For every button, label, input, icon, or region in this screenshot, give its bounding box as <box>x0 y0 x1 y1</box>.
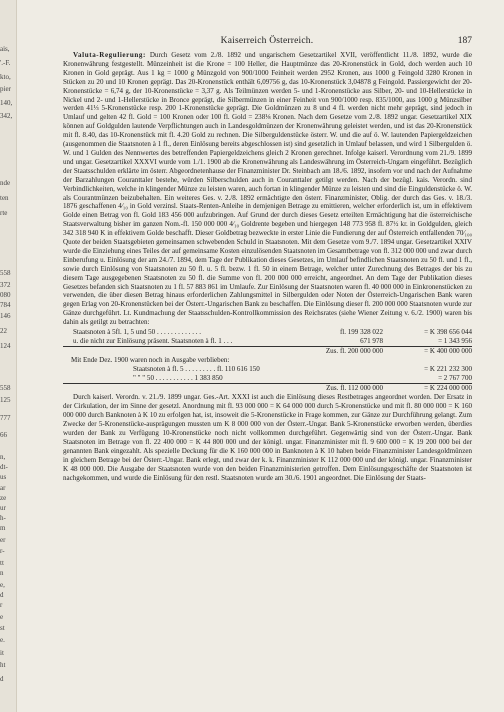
margin-fragment: tt <box>0 560 4 567</box>
margin-fragment: rte <box>0 210 8 217</box>
margin-fragment: e, <box>0 582 5 589</box>
page-number: 187 <box>457 36 472 46</box>
margin-fragment: ten <box>0 195 9 202</box>
row-label: Staatsnoten à fl. 5 . . . . . . . . . fl. 110 616 150 <box>133 364 260 373</box>
table-row <box>63 356 472 365</box>
margin-fragment: kto, <box>0 74 11 81</box>
margin-fragment: 22 <box>0 328 7 335</box>
row-label: u. die nicht zur Einlösung präsent. Staatsnoten à fl. 1 . . . <box>73 337 233 345</box>
margin-fragment: 140, <box>0 100 13 107</box>
row-kronen: = 2 767 700 <box>438 373 472 382</box>
margin-fragment: 125 <box>0 397 11 404</box>
margin-fragment: er <box>0 537 6 544</box>
margin-fragment: pier <box>0 86 11 93</box>
row-label <box>63 384 273 393</box>
margin-fragment: h- <box>0 515 6 522</box>
page-header <box>62 36 472 48</box>
margin-fragment: r- <box>0 548 5 555</box>
margin-fragment: ur <box>0 505 6 512</box>
margin-fragment: 146 <box>0 313 11 320</box>
margin-fragment: '.-F. <box>0 60 11 67</box>
paragraph-text: Durch Gesetz vom 2./8. 1892 und ungarischem Gesetzartikel XVII, veröffentlicht 11./8. 1892, wurde die Kronenwährung festgestellt. Münzeinheit ist die Krone = 100 Heller, die Hauptmünze das 20-Kronenstück in Gold, doch werden auch 10 Kronen in Gold geprägt. Aus 1 kg = 1000 g Münzgold von 900/1000 Feinheit werden 2952 Kronen, aus 1000 g Feingold 3280 Kronen in Stücken zu 20 und 10 Kronen geprägt. Das 20-Kronenstück enthält 6,09756 g, das 10-Kronenstück 3,04878 g Feingold. Passiergewicht der 20-Kronenstücke = 6,74 g, der 10-Kronenstücke = 3,37 g. Als Teilmünzen werden 5- und 1-Kronenstücke aus Silber, 20- und 10-Hellerstücke in Nickel und 2- und 1-Hellerstücke in Bronce geprägt, die Silbermünzen in einer Feinheit von 900/1000 resp. 835/1000, aus 1000 g Münzsilber werden 41⅓ 5-Kronenstücke resp. 200 1-Kronenstücke geprägt. Die Goldmünzen zu 8 und 4 fl. werden nicht mehr geprägt, sind jedoch in Umlauf und gelten 42 fl. Gold = 100 Kronen oder 100 fl. Gold = 238⅛ Kronen. Nach dem Gesetze vom 2./8. 1892 ungar. Gesetzartikel XIX können auf Goldgulden lautende Verpflichtungen auch in Landesgoldmünzen der Kronenwährung geleistet werden, und ist das 20-Kronenstück mit fl. 8.40, das 10-Kronenstück mit fl. 4.20 Gold zu rechnen. Die Silberguldenstücke österr. W. und die auf ö. W. lautenden Papiergeldzeichen (ausgenommen die Staatsnoten à 1 fl., deren Einlösung bereits abgeschlossen ist) sind gesetzlich in Umlauf belassen, und wird 1 Silbergulden ö. W. und 1 Gulden des Nennwertes des betreffenden Papiergeldzeichens gleich 2 Kronen gerechnet. Infolge kaiserl. Verordnung vom 21./9. 1899 und ungar. Gesetzartikel XXXVI wurde vom 1./1. 1900 ab die Kronenwährung als Landeswährung im Österreich-Ungarn eingeführt. Bezüglich der Staatsschulden erklärte im österr. Abgeordnetenhause der Finanzminister Dr. Steinbach am 18./6. 1892, insofern vor und nach der Aufnahme der Barzahlungen Couranttaler bestehe, würden Silberschulden auch in Couranttaler getilgt werden. Nach der bezügl. kais. Verordn. sind Verbindlichkeiten, welche in klingender Münze zu leisten waren, auch fortan in klingender Münze zu leisten und sind die Einguldenstücke ö. W. als Courantmünzen beizubehalten. Ein weiteres Ges. v. 2./8. 1892 ermächtigte den österr. Finanzminister, Oblig. der durch das Ges. v. 18./3. 1876 geschaffenen 4⁄₁₀ in Gold verzinsl. Staats-Renten-Anleihe in demjenigen Betrage zu emittieren, welcher erforderlich ist, um in effektivem Golde einen Betrag von fl. Gold 183 456 000 aufzubringen. Auf Grund der durch dieses Gesetz erteilten Ermächtigung hat die österreichische Staatsverwaltung bisher im ganzen Nom.-fl. 150 000 000 4⁄₁₀ Goldrente begeben und hiergegen 148 773 958 fl. 87½ kr. in Goldgulden, gleich 342 318 940 K in effektivem Golde beschafft. Dieser Goldbetrag bezweckte in erster Linie die Fundierung der auf Österreich entfallenden 70⁄₁₀₀ Quote der beiden Staatsgebieten gemeinsamen schwebenden Schuld in Staatsnoten. Mit dem Gesetze vom 9./7. 1894 ungar. Gesetzartikel XXIV wurde die Einziehung eines Teiles der auf gemeinsame Kosten einzulösenden Staatsnoten im Gesamtbetrage von fl. 312 000 000 und zwar durch Einberufung u. Einlösung der am 24./7. 1894, dem Tage der Publikation dieses Gesetzes, im Umlauf befindlichen Staatsnoten zu 50 fl. und 1 fl., sowie durch Einlösung von Staatsnoten zu 50 fl. u. 5 fl. bezw. 1 fl. 50 in einem Betrage, welcher unter Zurechnung des Betrages der bis zu diesem Tage ausgegebenen Staatsnoten zu 50 fl. die Summe von fl. 200 000 000 erreicht, angeordnet. An dem Tage der Publikation dieses Gesetzes befanden sich Staatsnoten zu 1 fl. 57 883 861 im Umlaufe. Zur Einlösung der Staatsnoten waren fl. 40 000 000 in Einkronenstücken zu verwenden, die über diesen Betrag hinaus erforderlichen Zahlungsmittel in Silbergulden oder Noten der Österreich-Ungarischen Bank waren gegen Erlag von 20-Kronenstücken bei der Österr.-Ungarischen Bank zu beschaffen. Die Einlösung dieser fl. 200 000 000 Staatsnoten wurde zur Gänze durchgeführt. Lt. Kundmachung der Staatsschulden-Kontrollkommission des Reichsrates (siehe Wiener Zeitung v. 6./2. 1900) waren bis dahin als getilgt zu betrachten: <box>63 51 472 327</box>
margin-fragment: it <box>0 650 4 657</box>
table-row <box>63 365 472 374</box>
margin-fragment: ais, <box>0 46 10 53</box>
row-label: " " " 50 . . . . . . . . . . . 1 383 850 <box>133 373 223 382</box>
margin-fragment: r <box>0 602 3 609</box>
margin-fragment: dt- <box>0 464 8 471</box>
margin-fragment: st <box>0 625 5 632</box>
notes-table <box>63 328 472 392</box>
row-label: Mit Ende Dez. 1900 waren noch in Ausgabe verblieben: <box>71 355 230 364</box>
row-kronen: = 1 343 956 <box>438 337 472 345</box>
page-body <box>63 51 472 483</box>
table-row <box>63 383 472 393</box>
table-row <box>63 337 472 346</box>
margin-fragment: nde <box>0 180 11 187</box>
row-gulden <box>273 365 383 374</box>
row-kronen: = K 221 232 300 <box>424 364 472 373</box>
margin-fragment: 558 <box>0 270 11 277</box>
left-margin-strip <box>0 0 17 712</box>
row-label <box>63 347 273 356</box>
row-kronen: = K 400 000 000 <box>424 346 472 355</box>
row-kronen: = K 398 656 044 <box>424 328 472 337</box>
margin-fragment: e <box>0 614 4 621</box>
row-gulden: Zus. fl. 112 000 000 <box>326 383 383 392</box>
margin-fragment: 372 <box>0 282 11 289</box>
table-row <box>63 346 472 356</box>
paragraph-closing: Durch kaiserl. Verordn. v. 21./9. 1899 ungar. Ges.-Art. XXXI ist auch die Einlösung dieses Restbetrages angeordnet worden. Der Ersatz in der Cirkulation, der im Sinne der gesetzl. Anordnung mit fl. 93 000 000 = K 64 000 000 durch 5-Kronenstücke und mit fl. 80 000 000 = K 160 000 000 durch Banknoten à K 10 zu erfolgen hat, ist, insoweit die 5-Kronenstücke in Frage kommen, zur Gänze zur Durchführung gelangt. Zum Zwecke der 5-Kronenstücke-ausprägungen mussten um K 8 000 000 von der Österr.-Ungar. Bank 5-Kronenstücke erworben werden, überdies wurden der Bank zu Verfügung 10-Kronenstücke noch nicht vollkommen durchgeführt. Gegenwärtig sind von der Österr.-Ungar. Bank Staatsnoten im Betrage von fl. 22 400 000 = K 44 800 000 und der königl. ungar. Finanzminister mit fl. 9 600 000 = K 19 200 000 bei der genannten Bank eingezahlt. Als spezielle Deckung für die K 160 000 000 in Banknoten à K 10 haben beide Finanzminister Landesgoldmünzen in gleichem Betrage bei der Österr.-Ungar. Bank erlegt, und zwar der k. k. Finanzminister K 112 000 000 und der königl. ungar. Finanzminister K 48 000 000. Die Ausgabe der Staatsnoten wurde von den beiden Finanzministerien getroffen. Dem Einlösungsgeschäfte der Staatsnoten ist nachgekommen, und wurde die Einlösung für den restl. Staatsnoten wurde am 30./6. 1901 angeordnet. Die Einlösung der Staats- <box>63 393 472 482</box>
margin-fragment: 558 <box>0 385 11 392</box>
row-label: Staatsnoten à 5fl. 1, 5 und 50 . . . . . . . . . . . . . <box>73 328 202 337</box>
margin-fragment: m <box>0 525 6 532</box>
row-kronen: = K 224 000 000 <box>424 383 472 392</box>
margin-fragment: d <box>0 676 4 683</box>
margin-fragment: n <box>0 570 4 577</box>
margin-fragment: 66 <box>0 432 7 439</box>
margin-fragment: 777 <box>0 415 11 422</box>
margin-fragment: 124 <box>0 343 11 350</box>
row-gulden: Zus. fl. 200 000 000 <box>325 346 383 355</box>
table-row <box>63 328 472 337</box>
row-gulden: fl. 199 328 022 <box>339 328 383 337</box>
running-title: Kaiserreich Österreich. <box>220 36 314 46</box>
paragraph-valuta <box>63 51 472 327</box>
margin-fragment: 342, <box>0 113 13 120</box>
margin-fragment: ht <box>0 662 6 669</box>
margin-fragment: us <box>0 474 7 481</box>
margin-fragment: e. <box>0 637 5 644</box>
paragraph-lead: Valuta-Regulierung: <box>73 51 146 59</box>
margin-fragment: ar <box>0 485 6 492</box>
margin-fragment: d <box>0 592 4 599</box>
margin-fragment: ze <box>0 495 7 502</box>
row-gulden: 671 978 <box>360 337 383 345</box>
margin-fragment: 080 <box>0 292 11 299</box>
row-gulden <box>273 374 383 383</box>
margin-fragment: n, <box>0 454 6 461</box>
table-row <box>63 374 472 383</box>
margin-fragment: 784 <box>0 302 11 309</box>
